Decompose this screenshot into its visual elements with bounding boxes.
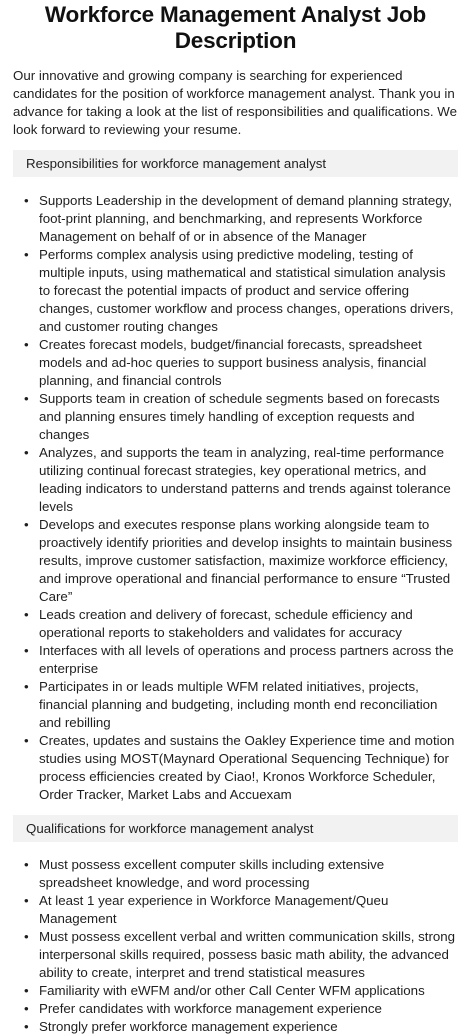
responsibility-item — [24, 444, 458, 516]
responsibility-item — [24, 642, 458, 678]
bullet-icon: • — [24, 893, 29, 908]
responsibilities-list — [13, 192, 458, 804]
bullet-icon: • — [24, 983, 29, 998]
bullet-icon: • — [24, 1019, 29, 1034]
item-text: Performs complex analysis using predictive modeling, testing of multiple inputs, using mathematical and statistical simulation analysis to forecast the potential impacts of product and service offering changes, customer workflow and process changes, operations drivers, and customer routing changes — [39, 247, 454, 334]
item-text: Supports Leadership in the development of demand planning strategy, foot-print planning, and benchmarking, and represents Workforce Management on behalf of or in absence of the Manager — [39, 193, 452, 244]
qualification-item — [24, 856, 458, 892]
item-text: Analyzes, and supports the team in analyzing, real-time performance utilizing continual forecast strategies, key operational metrics, and leading indicators to understand patterns and trends against tolerance levels — [39, 445, 451, 514]
bullet-icon: • — [24, 247, 29, 262]
qualifications-list — [13, 856, 458, 1036]
qualifications-heading: Qualifications for workforce management analyst — [13, 815, 458, 842]
responsibility-item — [24, 678, 458, 732]
item-text: Familiarity with eWFM and/or other Call Center WFM applications — [39, 983, 425, 998]
responsibilities-heading: Responsibilities for workforce management analyst — [13, 150, 458, 177]
bullet-icon: • — [24, 733, 29, 748]
bullet-icon: • — [24, 337, 29, 352]
responsibility-item — [24, 192, 458, 246]
qualification-item — [24, 1000, 458, 1018]
item-text: Supports team in creation of schedule segments based on forecasts and planning ensures timely handling of exception requests and changes — [39, 391, 440, 442]
item-text: Develops and executes response plans working alongside team to proactively identify priorities and develop insights to maintain business results, improve customer satisfaction, maximize workforce efficiency, and improve operational and financial performance to ensure “Trusted Care” — [39, 517, 453, 604]
bullet-icon: • — [24, 643, 29, 658]
responsibility-item — [24, 732, 458, 804]
bullet-icon: • — [24, 857, 29, 872]
bullet-icon: • — [24, 929, 29, 944]
item-text: Leads creation and delivery of forecast, schedule efficiency and operational reports to stakeholders and validates for accuracy — [39, 607, 413, 640]
bullet-icon: • — [24, 1001, 29, 1016]
bullet-icon: • — [24, 607, 29, 622]
item-text: Prefer candidates with workforce management experience — [39, 1001, 382, 1016]
responsibility-item — [24, 246, 458, 336]
item-text: Creates forecast models, budget/financial forecasts, spreadsheet models and ad-hoc queries to support business analysis, financial planning, and financial controls — [39, 337, 427, 388]
item-text: Creates, updates and sustains the Oakley Experience time and motion studies using MOST(Maynard Operational Sequencing Technique) for process efficiencies created by Ciao!, Kronos Workforce Scheduler, Order Tracker, Market Labs and Accuexam — [39, 733, 455, 802]
qualification-item — [24, 892, 458, 928]
item-text: At least 1 year experience in Workforce Management/Queu Management — [39, 893, 389, 926]
bullet-icon: • — [24, 679, 29, 694]
responsibility-item — [24, 390, 458, 444]
item-text: Strongly prefer workforce management experience — [39, 1019, 338, 1034]
bullet-icon: • — [24, 193, 29, 208]
qualification-item — [24, 982, 458, 1000]
qualification-item — [24, 928, 458, 982]
qualification-item — [24, 1018, 458, 1036]
item-text: Interfaces with all levels of operations and process partners across the enterprise — [39, 643, 454, 676]
item-text: Must possess excellent verbal and written communication skills, strong interpersonal skills required, possess basic math ability, the advanced ability to create, interpret and trend statistical measures — [39, 929, 456, 980]
responsibility-item — [24, 336, 458, 390]
item-text: Must possess excellent computer skills including extensive spreadsheet knowledge, and word processing — [39, 857, 385, 890]
intro-paragraph: Our innovative and growing company is searching for experienced candidates for the position of workforce management analyst. Thank you in advance for taking a look at the list of responsibilities and qualifications. We look forward to reviewing your resume. — [13, 68, 457, 137]
bullet-icon: • — [24, 517, 29, 532]
responsibility-item — [24, 516, 458, 606]
bullet-icon: • — [24, 445, 29, 460]
responsibility-item — [24, 606, 458, 642]
page-title: Workforce Management Analyst Job Description — [44, 2, 427, 53]
item-text: Participates in or leads multiple WFM related initiatives, projects, financial planning and budgeting, including month end reconciliation and rebilling — [39, 679, 438, 730]
bullet-icon: • — [24, 391, 29, 406]
